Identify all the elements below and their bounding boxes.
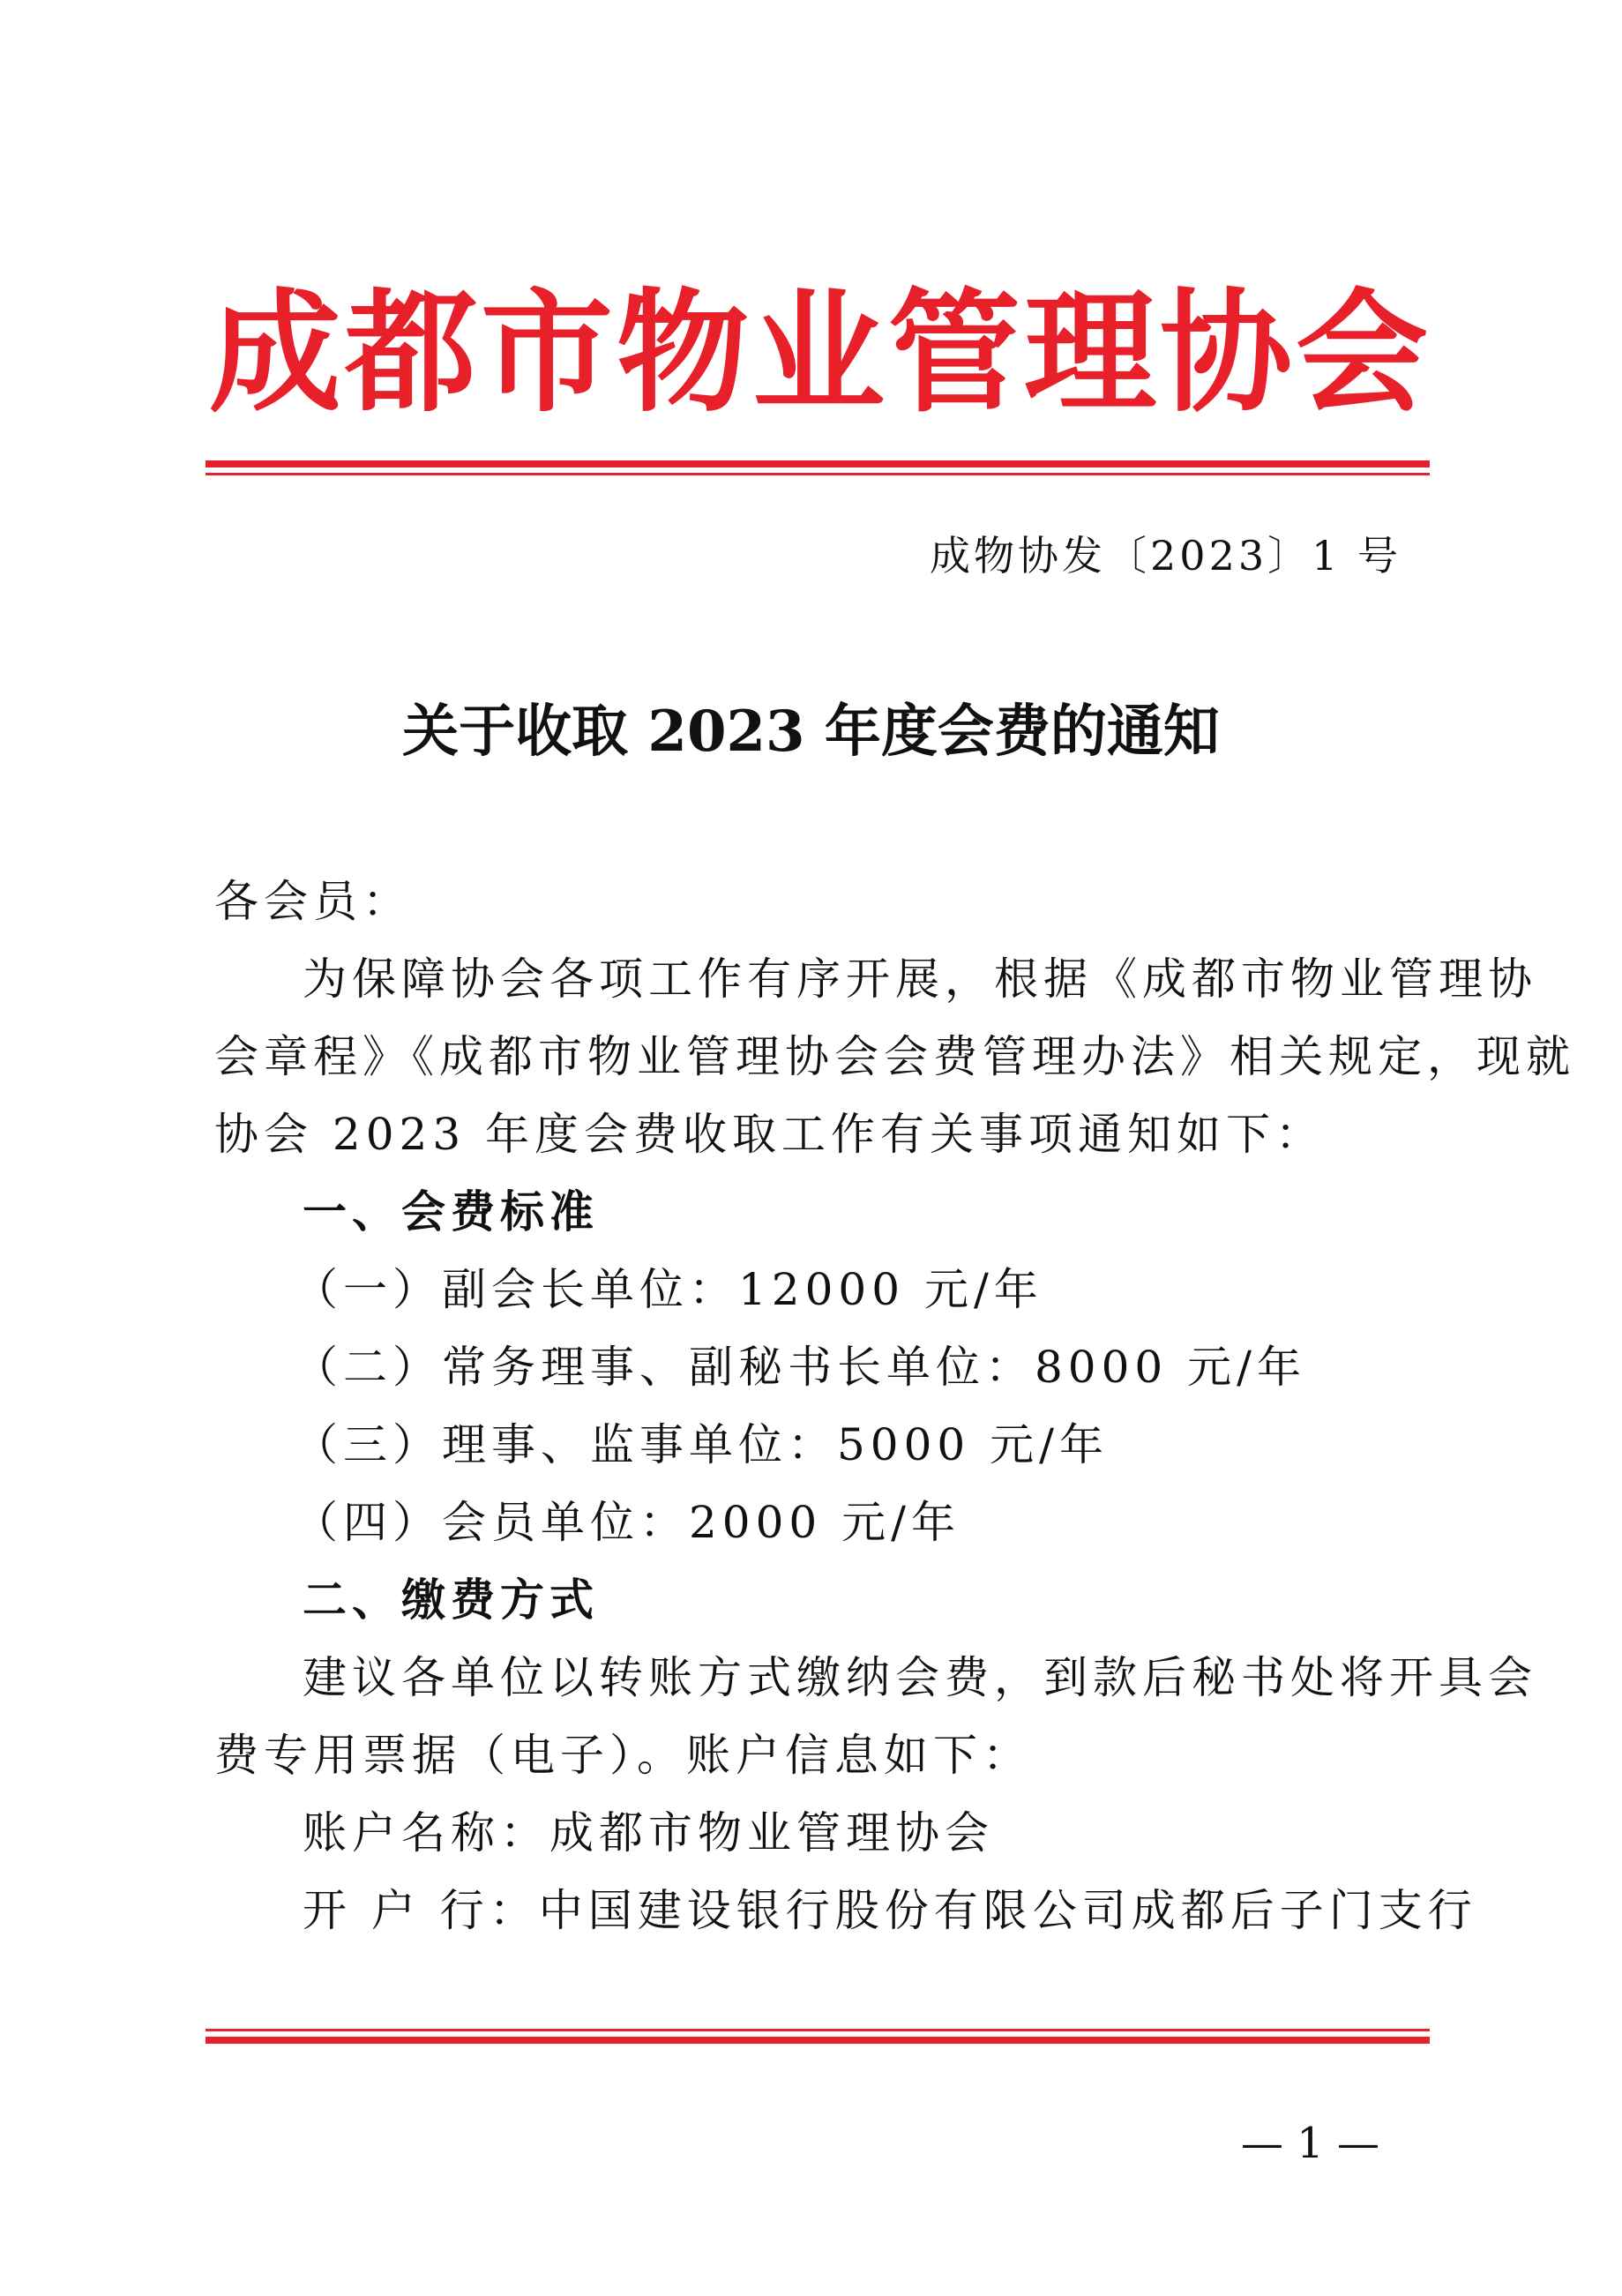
intro-line-3: 协会 2023 年度会费收取工作有关事项通知如下： [214, 1109, 1326, 1160]
section-heading-payment-method: 二、缴费方式 [303, 1574, 599, 1626]
fee-item-director: （三）理事、监事单位：5000 元/年 [294, 1419, 1109, 1470]
section-heading-fee-standard: 一、会费标准 [303, 1185, 599, 1238]
footer-red-rule [206, 2029, 1430, 2044]
letterhead-org-name: 成都市物业管理协会 [208, 275, 1431, 430]
account-bank: 开 户 行：中国建设银行股份有限公司成都后子门支行 [303, 1885, 1477, 1936]
document-number: 成物协发〔2023〕1 号 [930, 532, 1401, 580]
salutation: 各会员： [214, 876, 412, 927]
fee-item-member: （四）会员单位：2000 元/年 [294, 1497, 960, 1548]
page-number: — 1 — [1240, 2119, 1379, 2168]
payment-line-1: 建议各单位以转账方式缴纳会费，到款后秘书处将开具会 [303, 1652, 1537, 1703]
fee-item-vice-president: （一）副会长单位：12000 元/年 [294, 1264, 1043, 1315]
letterhead-red-rule [206, 460, 1430, 475]
intro-line-1: 为保障协会各项工作有序开展，根据《成都市物业管理协 [303, 954, 1537, 1005]
account-name: 账户名称：成都市物业管理协会 [303, 1807, 994, 1858]
payment-line-2: 费专用票据（电子）。账户信息如下： [214, 1730, 1032, 1781]
fee-item-executive-director: （二）常务理事、副秘书长单位：8000 元/年 [294, 1342, 1306, 1393]
intro-line-2: 会章程》《成都市物业管理协会会费管理办法》相关规定，现就 [214, 1031, 1575, 1082]
notice-title: 关于收取 2023 年度会费的通知 [402, 699, 1220, 765]
